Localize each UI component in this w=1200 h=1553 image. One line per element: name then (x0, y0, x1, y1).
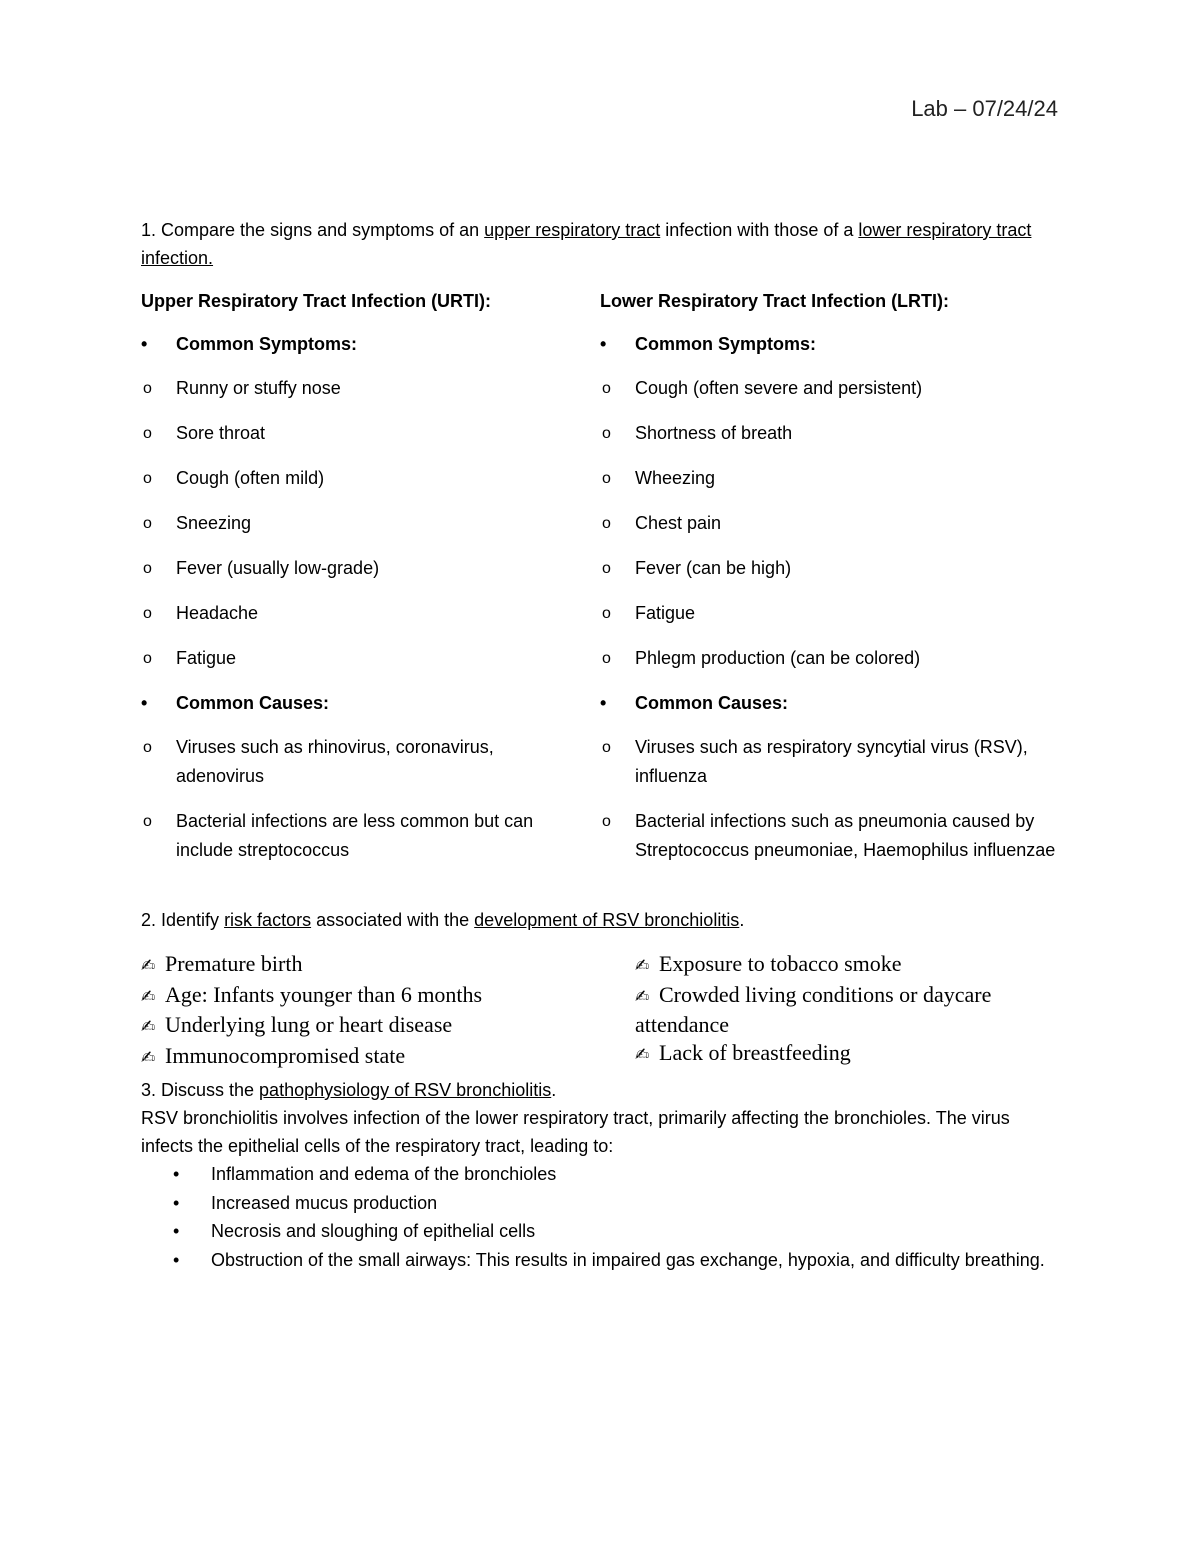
sub-marker: o (602, 425, 611, 442)
lrti-causes-heading-row (600, 689, 1060, 718)
bullet-marker: • (141, 693, 148, 713)
lrti-symptom: Chest pain (635, 513, 722, 533)
lab-date-header: Lab – 07/24/24 (911, 96, 1058, 121)
sub-marker: o (143, 515, 152, 532)
list-item (141, 599, 561, 628)
urti-symptoms-heading-row (141, 330, 561, 359)
list-item (141, 554, 561, 583)
writing-hand-icon: ✍ (635, 986, 650, 1007)
list-item (600, 374, 1060, 403)
list-item (141, 644, 561, 673)
urti-symptom: Fever (usually low-grade) (176, 558, 380, 578)
lrti-symptom: Wheezing (635, 468, 716, 488)
q2-prefix: 2. Identify (141, 910, 225, 930)
sub-marker: o (143, 380, 152, 397)
list-item (635, 950, 1055, 981)
sub-marker: o (143, 650, 152, 667)
list-item (141, 509, 561, 538)
q2-middle: associated with the (311, 910, 475, 930)
q3-item: Increased mucus production (211, 1192, 438, 1213)
writing-hand-icon: ✍ (141, 956, 156, 976)
risk-factor: Crowded living conditions or daycare attendance (635, 981, 992, 1037)
sub-marker: o (602, 470, 611, 487)
sub-marker: o (602, 515, 611, 532)
q3-heading (141, 1076, 1061, 1104)
bullet-marker: • (173, 1221, 180, 1241)
urti-causes-heading-row (141, 689, 561, 718)
urti-symptom: Sore throat (176, 423, 266, 443)
risk-factors-right (635, 950, 1055, 1069)
list-item (635, 1039, 1055, 1070)
lrti-column (600, 286, 1060, 881)
bullet-marker: • (600, 334, 607, 354)
urti-symptom: Fatigue (176, 648, 237, 668)
lrti-symptoms-heading: Common Symptoms: (635, 334, 817, 354)
q3-item: Necrosis and sloughing of epithelial cells (211, 1221, 536, 1241)
list-item (141, 1160, 1061, 1189)
lrti-title: Lower Respiratory Tract Infection (LRTI): (600, 291, 950, 311)
urti-symptom: Cough (often mild) (176, 468, 325, 488)
risk-factors-left (141, 950, 601, 1072)
urti-title: Upper Respiratory Tract Infection (URTI): (141, 291, 492, 311)
lrti-symptom: Phlegm production (can be colored) (635, 648, 921, 668)
lrti-symptom: Fever (can be high) (635, 558, 792, 578)
urti-symptom: Runny or stuffy nose (176, 378, 341, 398)
sub-marker: o (143, 605, 152, 622)
bullet-marker: • (141, 334, 148, 354)
question-1 (141, 216, 1051, 272)
risk-factor: Immunocompromised state (165, 1042, 406, 1068)
lrti-cause: Bacterial infections such as pneumonia caused by Streptococcus pneumoniae, Haemophilus influenzae (635, 811, 1056, 860)
lrti-symptoms-heading-row (600, 330, 1060, 359)
urti-symptom: Headache (176, 603, 259, 623)
list-item (600, 807, 1060, 865)
list-item (600, 464, 1060, 493)
list-item (141, 1011, 601, 1042)
list-item (141, 807, 561, 865)
bullet-marker: • (600, 693, 607, 713)
sub-marker: o (143, 560, 152, 577)
list-item (600, 509, 1060, 538)
urti-cause: Bacterial infections are less common but can include streptococcus (176, 811, 534, 860)
sub-marker: o (602, 380, 611, 397)
sub-marker: o (143, 470, 152, 487)
q3-item: Obstruction of the small airways: This results in impaired gas exchange, hypoxia, and difficulty breathing. (211, 1249, 1045, 1270)
urti-symptom: Sneezing (176, 513, 252, 533)
list-item (635, 981, 1055, 1039)
lrti-causes-heading: Common Causes: (635, 693, 789, 713)
list-item (600, 419, 1060, 448)
lrti-symptom: Fatigue (635, 603, 696, 623)
list-item (141, 733, 561, 791)
q1-underlined-lower: lower respiratory tract infection. (141, 220, 1032, 268)
urti-column (141, 286, 561, 881)
risk-factor: Age: Infants younger than 6 months (165, 981, 483, 1007)
sub-marker: o (602, 605, 611, 622)
bullet-marker: • (173, 1164, 180, 1184)
list-item (141, 419, 561, 448)
writing-hand-icon: ✍ (635, 956, 650, 976)
list-item (141, 1189, 1061, 1218)
q1-underlined-upper: upper respiratory tract (484, 220, 661, 240)
q1-prefix: 1. Compare the signs and symptoms of an (141, 220, 485, 240)
q3-list (141, 1160, 1061, 1274)
bullet-marker: • (173, 1249, 180, 1270)
sub-marker: o (143, 739, 152, 756)
list-item (600, 733, 1060, 791)
urti-symptoms-heading: Common Symptoms: (176, 334, 358, 354)
writing-hand-icon: ✍ (141, 1017, 156, 1037)
question-3 (141, 1076, 1061, 1160)
q2-suffix: . (739, 910, 745, 930)
q1-middle: infection with those of a (660, 220, 859, 240)
q3-underlined-pathophysiology: pathophysiology of RSV bronchiolitis (259, 1080, 552, 1100)
question-2 (141, 906, 744, 934)
sub-marker: o (602, 813, 611, 830)
lrti-cause: Viruses such as respiratory syncytial virus (RSV), influenza (635, 737, 1028, 786)
risk-factor: Underlying lung or heart disease (165, 1012, 453, 1037)
q3-suffix: . (551, 1080, 557, 1100)
q3-intro: RSV bronchiolitis involves infection of the lower respiratory tract, primarily affecting the bronchioles. The virus infects the epithelial cells of the respiratory tract, leading to: (141, 1108, 1010, 1156)
urti-causes-heading: Common Causes: (176, 693, 330, 713)
list-item (141, 1246, 1061, 1275)
bullet-marker: • (173, 1192, 180, 1213)
list-item (141, 1042, 601, 1073)
list-item (600, 554, 1060, 583)
writing-hand-icon: ✍ (635, 1044, 650, 1065)
writing-hand-icon: ✍ (141, 1047, 156, 1068)
q3-prefix: 3. Discuss the (141, 1080, 260, 1100)
lrti-symptom: Cough (often severe and persistent) (635, 378, 923, 398)
risk-factor: Exposure to tobacco smoke (659, 951, 902, 976)
sub-marker: o (143, 813, 152, 830)
lrti-symptom: Shortness of breath (635, 423, 793, 443)
sub-marker: o (602, 560, 611, 577)
list-item (141, 1217, 1061, 1246)
sub-marker: o (602, 739, 611, 756)
list-item (141, 950, 601, 981)
list-item (600, 644, 1060, 673)
q2-underlined-development: development of RSV bronchiolitis (474, 910, 740, 930)
list-item (141, 981, 601, 1012)
q2-underlined-risk-factors: risk factors (224, 910, 312, 930)
list-item (600, 599, 1060, 628)
list-item (141, 464, 561, 493)
risk-factor: Lack of breastfeeding (659, 1039, 851, 1065)
sub-marker: o (143, 425, 152, 442)
sub-marker: o (602, 650, 611, 667)
list-item (141, 374, 561, 403)
q3-item: Inflammation and edema of the bronchioles (211, 1164, 557, 1184)
urti-cause: Viruses such as rhinovirus, coronavirus, adenovirus (176, 737, 494, 786)
writing-hand-icon: ✍ (141, 986, 156, 1007)
risk-factor: Premature birth (165, 951, 303, 976)
